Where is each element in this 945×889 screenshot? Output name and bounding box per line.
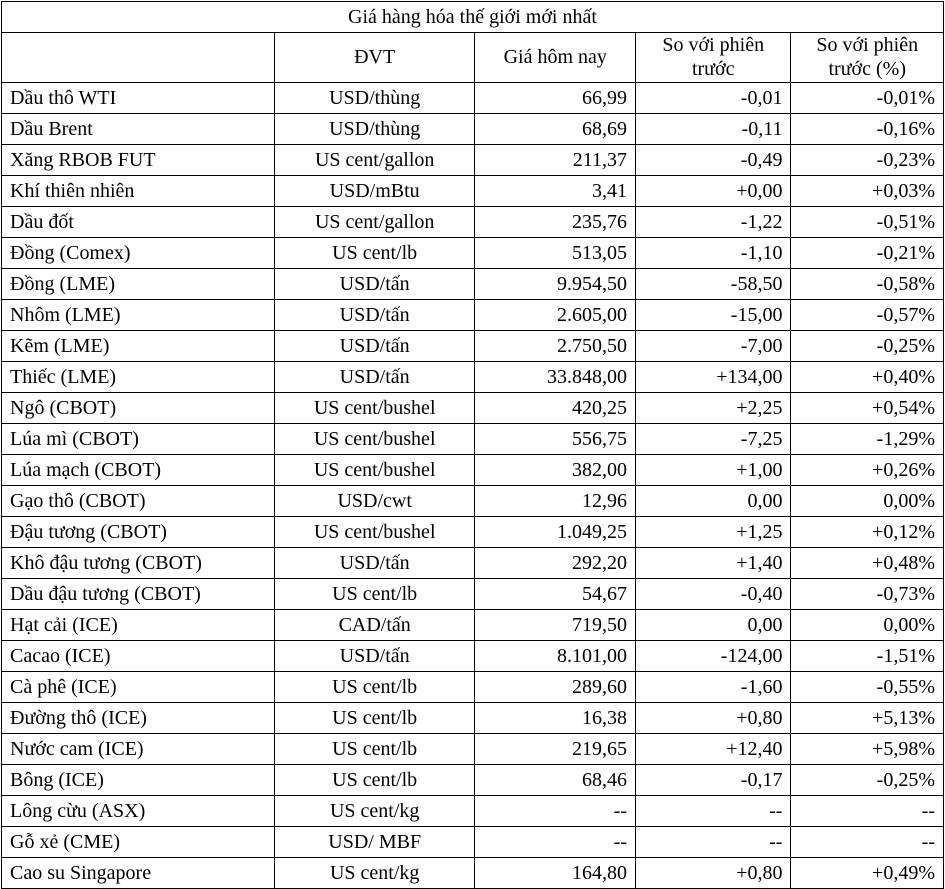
- cell-change-pct: 0,00%: [791, 485, 944, 516]
- cell-price-today: 164,80: [475, 857, 636, 888]
- table-row: [2, 299, 944, 330]
- cell-change-pct: -0,25%: [791, 764, 944, 795]
- cell-unit: USD/tấn: [274, 330, 475, 361]
- cell-change: +0,00: [635, 175, 790, 206]
- cell-price-today: 12,96: [475, 485, 636, 516]
- cell-price-today: 382,00: [475, 454, 636, 485]
- cell-change: 0,00: [635, 609, 790, 640]
- cell-price-today: 2.750,50: [475, 330, 636, 361]
- cell-change: -7,00: [635, 330, 790, 361]
- cell-change-pct: -0,51%: [791, 206, 944, 237]
- cell-change: +1,25: [635, 516, 790, 547]
- cell-price-today: 1.049,25: [475, 516, 636, 547]
- cell-price-today: --: [475, 795, 636, 826]
- cell-change: +134,00: [635, 361, 790, 392]
- cell-price-today: 211,37: [475, 144, 636, 175]
- column-header-price: Giá hôm nay: [475, 33, 636, 83]
- cell-commodity-name: Thiếc (LME): [2, 361, 275, 392]
- cell-change-pct: -0,73%: [791, 578, 944, 609]
- table-row: [2, 268, 944, 299]
- table-row: [2, 175, 944, 206]
- cell-unit: US cent/bushel: [274, 454, 475, 485]
- cell-price-today: --: [475, 826, 636, 857]
- cell-commodity-name: Cao su Singapore: [2, 857, 275, 888]
- cell-commodity-name: Khí thiên nhiên: [2, 175, 275, 206]
- table-title: Giá hàng hóa thế giới mới nhất: [2, 2, 944, 33]
- table-row: [2, 578, 944, 609]
- cell-commodity-name: Dầu Brent: [2, 113, 275, 144]
- cell-change: +2,25: [635, 392, 790, 423]
- cell-change: -1,22: [635, 206, 790, 237]
- table-row: [2, 144, 944, 175]
- cell-change-pct: -0,57%: [791, 299, 944, 330]
- commodity-table: [1, 1, 944, 889]
- cell-change-pct: -0,55%: [791, 671, 944, 702]
- cell-price-today: 219,65: [475, 733, 636, 764]
- cell-unit: US cent/gallon: [274, 144, 475, 175]
- cell-change: -0,40: [635, 578, 790, 609]
- cell-price-today: 556,75: [475, 423, 636, 454]
- cell-price-today: 719,50: [475, 609, 636, 640]
- cell-change: -0,49: [635, 144, 790, 175]
- cell-unit: US cent/lb: [274, 702, 475, 733]
- cell-price-today: 68,46: [475, 764, 636, 795]
- cell-unit: US cent/lb: [274, 733, 475, 764]
- cell-commodity-name: Dầu đốt: [2, 206, 275, 237]
- cell-commodity-name: Lúa mạch (CBOT): [2, 454, 275, 485]
- cell-change-pct: -0,25%: [791, 330, 944, 361]
- table-row: [2, 392, 944, 423]
- cell-unit: US cent/lb: [274, 764, 475, 795]
- cell-commodity-name: Cacao (ICE): [2, 640, 275, 671]
- cell-unit: US cent/lb: [274, 237, 475, 268]
- table-row: [2, 702, 944, 733]
- table-row: [2, 516, 944, 547]
- cell-unit: CAD/tấn: [274, 609, 475, 640]
- cell-commodity-name: Đậu tương (CBOT): [2, 516, 275, 547]
- cell-price-today: 8.101,00: [475, 640, 636, 671]
- column-header-change: So với phiên trước: [635, 33, 790, 83]
- cell-change-pct: -0,21%: [791, 237, 944, 268]
- cell-commodity-name: Ngô (CBOT): [2, 392, 275, 423]
- cell-change-pct: +0,12%: [791, 516, 944, 547]
- cell-change-pct: +0,48%: [791, 547, 944, 578]
- table-row: [2, 857, 944, 888]
- cell-commodity-name: Xăng RBOB FUT: [2, 144, 275, 175]
- cell-commodity-name: Kẽm (LME): [2, 330, 275, 361]
- cell-price-today: 292,20: [475, 547, 636, 578]
- cell-change: -7,25: [635, 423, 790, 454]
- cell-price-today: 235,76: [475, 206, 636, 237]
- table-row: [2, 609, 944, 640]
- table-row: [2, 640, 944, 671]
- cell-change: --: [635, 826, 790, 857]
- table-row: [2, 454, 944, 485]
- cell-commodity-name: Đồng (LME): [2, 268, 275, 299]
- cell-price-today: 54,67: [475, 578, 636, 609]
- column-header-unit: ĐVT: [274, 33, 475, 83]
- cell-change-pct: +0,26%: [791, 454, 944, 485]
- cell-change: +0,80: [635, 857, 790, 888]
- cell-change-pct: +0,54%: [791, 392, 944, 423]
- cell-unit: USD/ MBF: [274, 826, 475, 857]
- cell-change: -0,17: [635, 764, 790, 795]
- cell-change: -58,50: [635, 268, 790, 299]
- cell-change: -15,00: [635, 299, 790, 330]
- cell-unit: US cent/bushel: [274, 516, 475, 547]
- cell-commodity-name: Nước cam (ICE): [2, 733, 275, 764]
- cell-change: -124,00: [635, 640, 790, 671]
- cell-commodity-name: Dầu đậu tương (CBOT): [2, 578, 275, 609]
- table-body: [2, 82, 944, 888]
- cell-unit: USD/tấn: [274, 299, 475, 330]
- cell-price-today: 9.954,50: [475, 268, 636, 299]
- cell-change: +12,40: [635, 733, 790, 764]
- cell-change: 0,00: [635, 485, 790, 516]
- cell-change-pct: -0,23%: [791, 144, 944, 175]
- table-row: [2, 485, 944, 516]
- cell-unit: USD/tấn: [274, 640, 475, 671]
- table-title-row: [2, 2, 944, 33]
- cell-unit: USD/cwt: [274, 485, 475, 516]
- cell-commodity-name: Gỗ xẻ (CME): [2, 826, 275, 857]
- cell-unit: US cent/kg: [274, 795, 475, 826]
- commodity-price-sheet: [0, 1, 945, 884]
- cell-unit: US cent/lb: [274, 671, 475, 702]
- cell-unit: USD/tấn: [274, 361, 475, 392]
- cell-commodity-name: Gạo thô (CBOT): [2, 485, 275, 516]
- cell-change-pct: -0,16%: [791, 113, 944, 144]
- cell-commodity-name: Khô đậu tương (CBOT): [2, 547, 275, 578]
- cell-price-today: 68,69: [475, 113, 636, 144]
- cell-change-pct: -1,29%: [791, 423, 944, 454]
- cell-change-pct: 0,00%: [791, 609, 944, 640]
- cell-unit: US cent/bushel: [274, 392, 475, 423]
- cell-commodity-name: Đường thô (ICE): [2, 702, 275, 733]
- cell-change: -0,01: [635, 82, 790, 113]
- cell-change: +0,80: [635, 702, 790, 733]
- cell-change-pct: +5,98%: [791, 733, 944, 764]
- cell-price-today: 3,41: [475, 175, 636, 206]
- column-header-change-pct: So với phiên trước (%): [791, 33, 944, 83]
- column-header-name: [2, 33, 275, 83]
- cell-commodity-name: Lông cừu (ASX): [2, 795, 275, 826]
- table-row: [2, 547, 944, 578]
- cell-commodity-name: Dầu thô WTI: [2, 82, 275, 113]
- cell-commodity-name: Lúa mì (CBOT): [2, 423, 275, 454]
- table-row: [2, 671, 944, 702]
- cell-change-pct: +0,40%: [791, 361, 944, 392]
- table-row: [2, 826, 944, 857]
- cell-price-today: 420,25: [475, 392, 636, 423]
- cell-change: -0,11: [635, 113, 790, 144]
- table-row: [2, 330, 944, 361]
- cell-change: +1,40: [635, 547, 790, 578]
- cell-commodity-name: Hạt cải (ICE): [2, 609, 275, 640]
- table-header: [2, 2, 944, 83]
- table-row: [2, 237, 944, 268]
- cell-change-pct: -0,58%: [791, 268, 944, 299]
- cell-unit: USD/thùng: [274, 113, 475, 144]
- cell-price-today: 2.605,00: [475, 299, 636, 330]
- table-row: [2, 733, 944, 764]
- cell-price-today: 16,38: [475, 702, 636, 733]
- cell-price-today: 513,05: [475, 237, 636, 268]
- cell-unit: USD/tấn: [274, 547, 475, 578]
- cell-unit: USD/mBtu: [274, 175, 475, 206]
- cell-unit: USD/thùng: [274, 82, 475, 113]
- cell-unit: USD/tấn: [274, 268, 475, 299]
- cell-change-pct: -1,51%: [791, 640, 944, 671]
- cell-change-pct: -0,01%: [791, 82, 944, 113]
- cell-change-pct: --: [791, 826, 944, 857]
- table-row: [2, 206, 944, 237]
- cell-commodity-name: Bông (ICE): [2, 764, 275, 795]
- table-row: [2, 113, 944, 144]
- cell-change-pct: +0,03%: [791, 175, 944, 206]
- cell-unit: US cent/gallon: [274, 206, 475, 237]
- cell-change-pct: +5,13%: [791, 702, 944, 733]
- cell-price-today: 289,60: [475, 671, 636, 702]
- table-row: [2, 795, 944, 826]
- cell-change: -1,60: [635, 671, 790, 702]
- table-row: [2, 82, 944, 113]
- cell-change: --: [635, 795, 790, 826]
- cell-change: -1,10: [635, 237, 790, 268]
- cell-unit: US cent/kg: [274, 857, 475, 888]
- table-row: [2, 423, 944, 454]
- cell-unit: US cent/lb: [274, 578, 475, 609]
- table-row: [2, 764, 944, 795]
- cell-commodity-name: Nhôm (LME): [2, 299, 275, 330]
- cell-price-today: 66,99: [475, 82, 636, 113]
- cell-commodity-name: Đồng (Comex): [2, 237, 275, 268]
- cell-unit: US cent/bushel: [274, 423, 475, 454]
- cell-price-today: 33.848,00: [475, 361, 636, 392]
- cell-change: +1,00: [635, 454, 790, 485]
- cell-change-pct: --: [791, 795, 944, 826]
- table-row: [2, 361, 944, 392]
- table-column-header-row: [2, 33, 944, 83]
- cell-change-pct: +0,49%: [791, 857, 944, 888]
- cell-commodity-name: Cà phê (ICE): [2, 671, 275, 702]
